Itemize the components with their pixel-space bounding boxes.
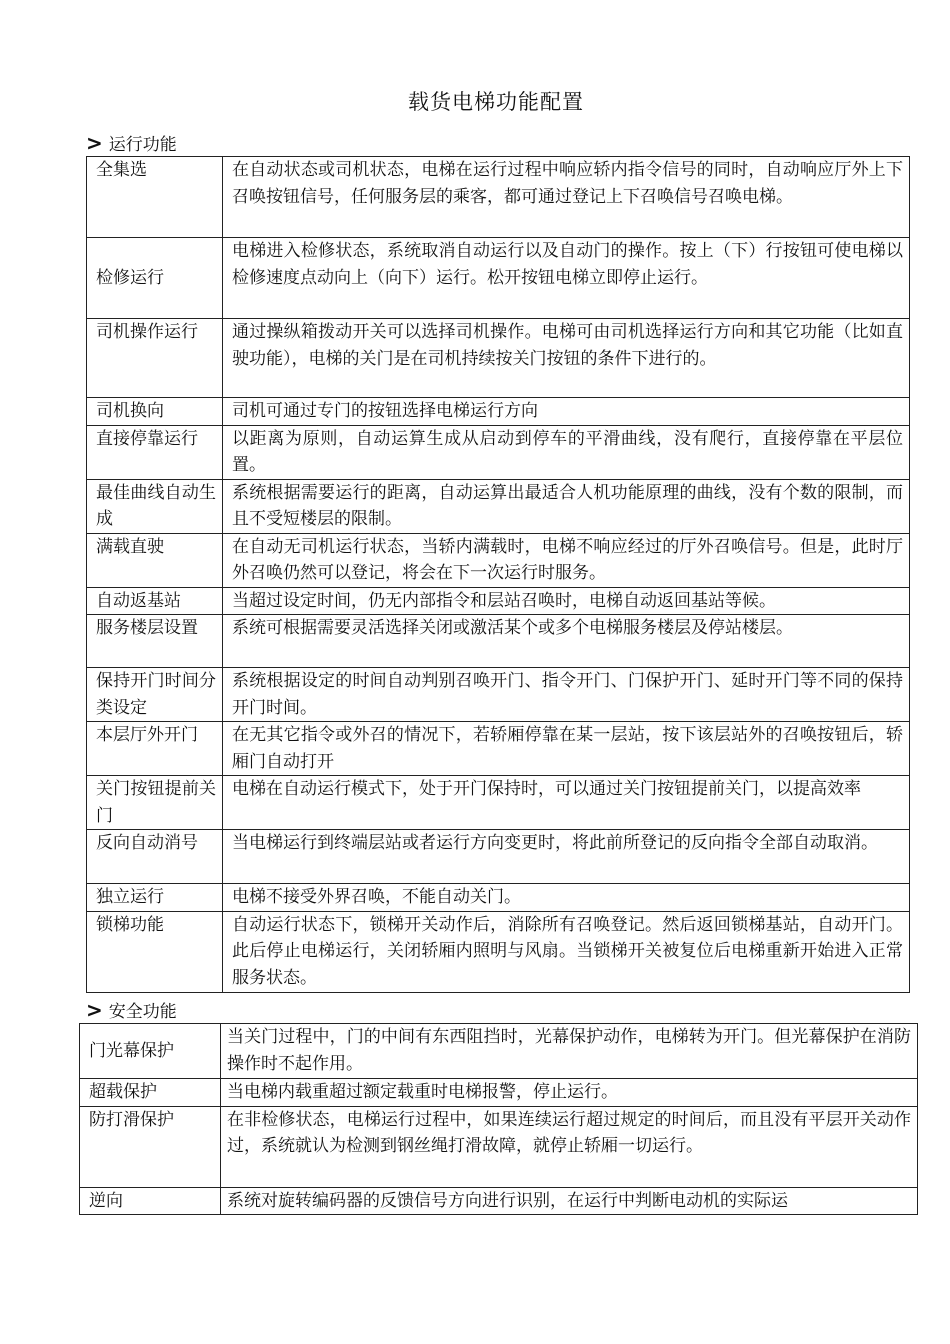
table-row [80, 1079, 918, 1107]
function-name-cell: 超载保护 [80, 1079, 221, 1107]
table-row [87, 722, 910, 776]
function-desc-cell: 当超过设定时间，仍无内部指令和层站召唤时，电梯自动返回基站等候。 [223, 587, 910, 615]
function-name-cell: 逆向 [80, 1187, 221, 1215]
function-name-cell: 本层厅外开门 [87, 722, 223, 776]
table-row [80, 1187, 918, 1215]
function-name-cell: 防打滑保护 [80, 1106, 221, 1187]
table-row [87, 830, 910, 884]
function-name-cell: 司机操作运行 [87, 319, 223, 398]
function-desc-cell: 电梯进入检修状态，系统取消自动运行以及自动门的操作。按上（下）行按钮可使电梯以检修速度点动向上（向下）运行。松开按钮电梯立即停止运行。 [223, 238, 910, 319]
function-name-cell: 自动返基站 [87, 587, 223, 615]
function-name-cell: 反向自动消号 [87, 830, 223, 884]
table-row [87, 884, 910, 912]
table-row [87, 238, 910, 319]
function-desc-cell: 在无其它指令或外召的情况下，若轿厢停靠在某一层站，按下该层站外的召唤按钮后，轿厢门自动打开 [223, 722, 910, 776]
function-name-cell: 司机换向 [87, 398, 223, 426]
page-title: 载货电梯功能配置 [408, 90, 584, 114]
function-name-cell: 服务楼层设置 [87, 615, 223, 668]
function-name-cell: 检修运行 [87, 238, 223, 319]
table-row [87, 911, 910, 992]
table-row [87, 479, 910, 533]
function-desc-cell: 当电梯运行到终端层站或者运行方向变更时，将此前所登记的反向指令全部自动取消。 [223, 830, 910, 884]
section-heading-operation [86, 130, 177, 155]
function-desc-cell: 在自动状态或司机状态，电梯在运行过程中响应轿内指令信号的同时，自动响应厅外上下召唤按钮信号，任何服务层的乘客，都可通过登记上下召唤信号召唤电梯。 [223, 157, 910, 238]
function-desc-cell: 在自动无司机运行状态，当轿内满载时，电梯不响应经过的厅外召唤信号。但是，此时厅外召唤仍然可以登记，将会在下一次运行时服务。 [223, 533, 910, 587]
function-desc-cell: 在非检修状态，电梯运行过程中，如果连续运行超过规定的时间后，而且没有平层开关动作过，系统就认为检测到钢丝绳打滑故障，就停止轿厢一切运行。 [221, 1106, 918, 1187]
table-row [87, 776, 910, 830]
function-desc-cell: 以距离为原则，自动运算生成从启动到停车的平滑曲线，没有爬行，直接停靠在平层位置。 [223, 425, 910, 479]
function-name-cell: 直接停靠运行 [87, 425, 223, 479]
section-heading-safety [86, 997, 177, 1022]
function-desc-cell: 系统可根据需要灵活选择关闭或激活某个或多个电梯服务楼层及停站楼层。 [223, 615, 910, 668]
function-desc-cell: 当电梯内载重超过额定载重时电梯报警，停止运行。 [221, 1079, 918, 1107]
function-name-cell: 全集选 [87, 157, 223, 238]
function-desc-cell: 电梯在自动运行模式下，处于开门保持时，可以通过关门按钮提前关门，以提高效率 [223, 776, 910, 830]
table-row [87, 398, 910, 426]
function-desc-cell: 通过操纵箱拨动开关可以选择司机操作。电梯可由司机选择运行方向和其它功能（比如直驶功能），电梯的关门是在司机持续按关门按钮的条件下进行的。 [223, 319, 910, 398]
function-name-cell: 独立运行 [87, 884, 223, 912]
function-name-cell: 满载直驶 [87, 533, 223, 587]
function-name-cell: 关门按钮提前关门 [87, 776, 223, 830]
function-name-cell: 保持开门时间分类设定 [87, 668, 223, 722]
table-row [80, 1106, 918, 1187]
function-name-cell: 锁梯功能 [87, 911, 223, 992]
function-desc-cell: 电梯不接受外界召唤，不能自动关门。 [223, 884, 910, 912]
function-desc-cell: 自动运行状态下，锁梯开关动作后，消除所有召唤登记。然后返回锁梯基站，自动开门。此后停止电梯运行，关闭轿厢内照明与风扇。当锁梯开关被复位后电梯重新开始进入正常服务状态。 [223, 911, 910, 992]
function-name-cell: 门光幕保护 [80, 1024, 221, 1079]
section-heading-label: 安全功能 [108, 1002, 177, 1022]
table-row [87, 668, 910, 722]
table-row [87, 615, 910, 668]
table-row [87, 319, 910, 398]
section-heading-label: 运行功能 [108, 135, 177, 155]
table-row [80, 1024, 918, 1079]
operation-functions-table [86, 156, 910, 993]
function-name-cell: 最佳曲线自动生成 [87, 479, 223, 533]
function-desc-cell: 司机可通过专门的按钮选择电梯运行方向 [223, 398, 910, 426]
table-row [87, 587, 910, 615]
function-desc-cell: 系统对旋转编码器的反馈信号方向进行识别，在运行中判断电动机的实际运 [221, 1187, 918, 1215]
function-desc-cell: 系统根据需要运行的距离，自动运算出最适合人机功能原理的曲线，没有个数的限制，而且不受短楼层的限制。 [223, 479, 910, 533]
function-desc-cell: 系统根据设定的时间自动判别召唤开门、指令开门、门保护开门、延时开门等不同的保持开门时间。 [223, 668, 910, 722]
safety-functions-table [79, 1023, 918, 1215]
table-row [87, 533, 910, 587]
table-row [87, 157, 910, 238]
chevron-right-icon: > [86, 130, 103, 155]
table-row [87, 425, 910, 479]
chevron-right-icon: > [86, 997, 103, 1022]
function-desc-cell: 当关门过程中，门的中间有东西阻挡时，光幕保护动作，电梯转为开门。但光幕保护在消防操作时不起作用。 [221, 1024, 918, 1079]
